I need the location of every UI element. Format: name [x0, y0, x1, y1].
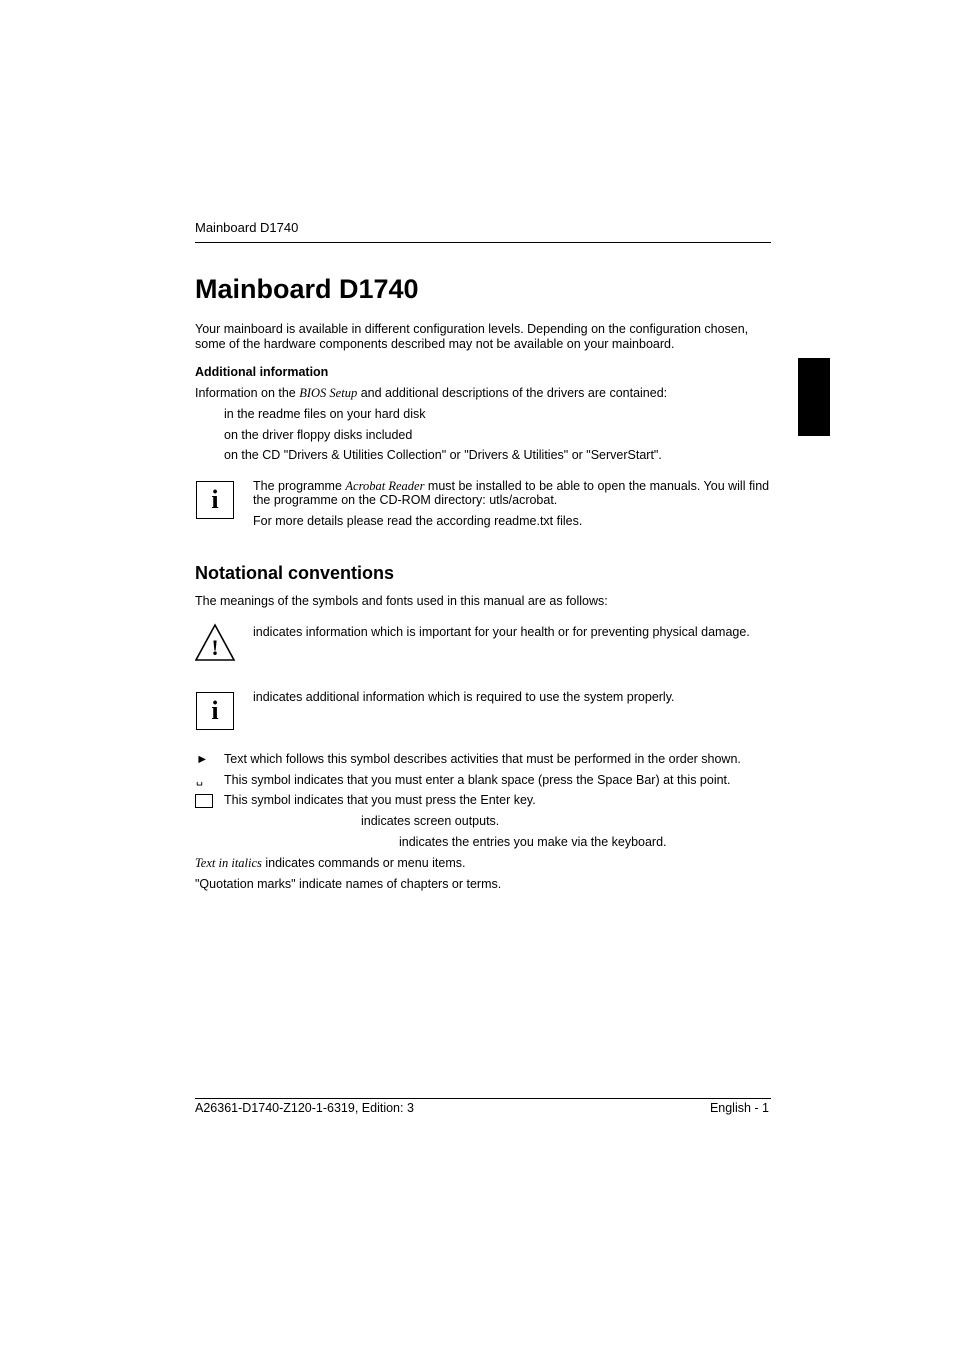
lead-after: and additional descriptions of the drivers are contained:: [357, 386, 668, 400]
note-italic: Acrobat Reader: [345, 479, 425, 493]
additional-info-heading: Additional information: [195, 365, 329, 379]
acrobat-note: [253, 479, 771, 507]
space-description: This symbol indicates that you must enter a blank space (press the Space Bar) at this point.: [224, 773, 731, 787]
lead-italic: BIOS Setup: [299, 386, 358, 400]
info-source-item: in the readme files on your hard disk: [224, 407, 426, 421]
italics-convention: [195, 856, 465, 871]
info-icon: i: [196, 692, 234, 730]
quotes-convention: "Quotation marks" indicate names of chapters or terms.: [195, 877, 502, 891]
space-icon: ␣: [196, 774, 203, 786]
intro-paragraph: Your mainboard is available in different configuration levels. Depending on the configuration chosen, some of the hardware components described may not be available on your mainboard.: [195, 322, 749, 351]
warning-glyph: !: [211, 635, 219, 660]
italics-description: indicates commands or menu items.: [261, 856, 466, 870]
running-header: Mainboard D1740: [195, 220, 299, 235]
info-description: indicates additional information which is required to use the system properly.: [253, 690, 675, 704]
note-before: The programme: [253, 479, 346, 493]
chapter-thumb-tab: [798, 358, 830, 436]
conventions-intro: The meanings of the symbols and fonts used in this manual are as follows:: [195, 594, 608, 608]
lead-before: Information on the: [195, 386, 300, 400]
readme-note: For more details please read the according readme.txt files.: [253, 514, 583, 528]
enter-description: This symbol indicates that you must press the Enter key.: [224, 793, 536, 807]
page-title: Mainboard D1740: [195, 274, 419, 304]
italics-sample: Text in italics: [195, 856, 262, 870]
footer-document-id: A26361-D1740-Z120-1-6319, Edition: 3: [195, 1101, 414, 1115]
warning-description: indicates information which is important for your health or for preventing physical damage.: [253, 625, 750, 639]
note-after: must be installed to be able to open the manuals. You will find the programme on the CD-ROM directory: utls/acrobat.: [253, 479, 770, 507]
warning-icon: [195, 623, 237, 663]
footer-divider: [195, 1098, 771, 1099]
info-source-item: on the driver floppy disks included: [224, 428, 413, 442]
conventions-heading: Notational conventions: [195, 563, 395, 583]
keyboard-entry-description: indicates the entries you make via the keyboard.: [399, 835, 667, 849]
enter-key-icon: [195, 794, 213, 808]
additional-info-lead: [195, 386, 667, 401]
screen-output-description: indicates screen outputs.: [361, 814, 500, 828]
header-divider: [195, 242, 771, 243]
info-icon: i: [196, 481, 234, 519]
info-source-item: on the CD "Drivers & Utilities Collection" or "Drivers & Utilities" or "ServerStart".: [224, 448, 662, 462]
arrow-icon: ►: [196, 752, 209, 766]
footer-page-number: English - 1: [709, 1101, 769, 1115]
arrow-description: Text which follows this symbol describes activities that must be performed in the order shown.: [224, 752, 741, 766]
